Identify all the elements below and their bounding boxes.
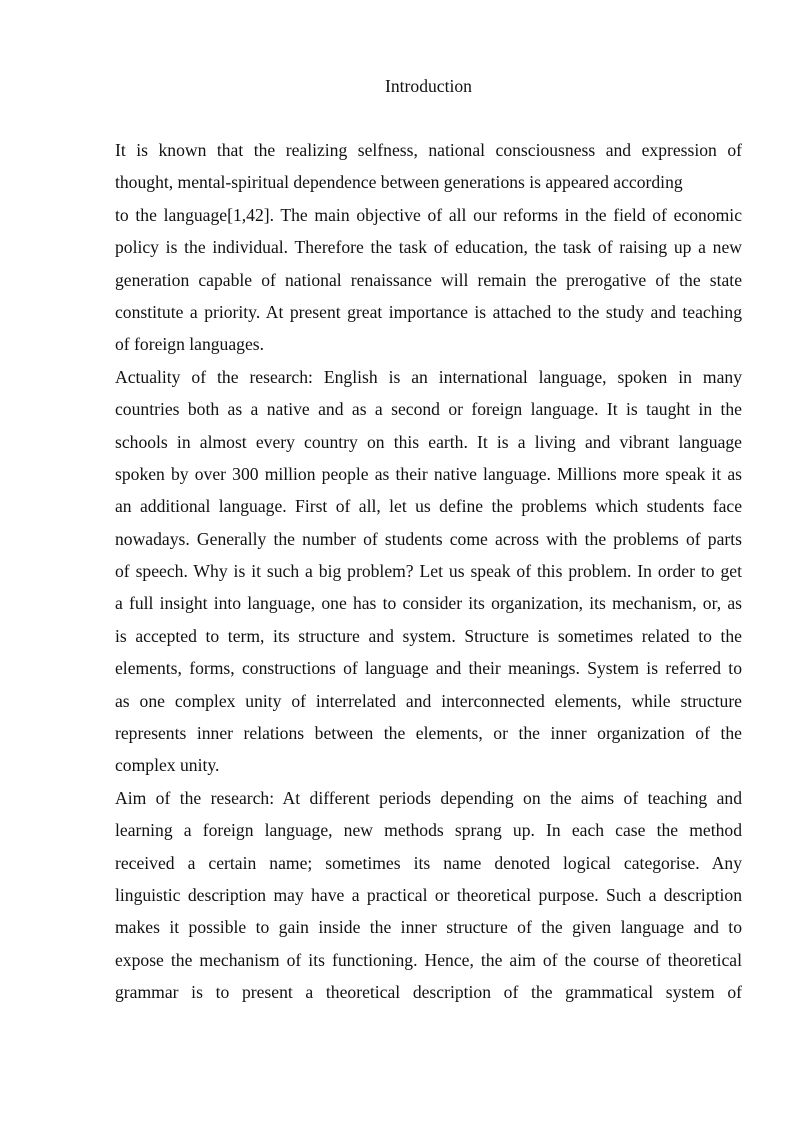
text-line: thought, mental-spiritual dependence between generations is appeared according bbox=[115, 172, 683, 193]
text-line: grammar is to present a theoretical description of the grammatical system of bbox=[115, 982, 742, 1003]
text-line: schools in almost every country on this earth. It is a living and vibrant language bbox=[115, 431, 742, 452]
text-line: linguistic description may have a practical or theoretical purpose. Such a description bbox=[115, 884, 742, 905]
text-line: of speech. Why is it such a big problem? Let us speak of this problem. In order to get bbox=[115, 561, 742, 582]
text-line: an additional language. First of all, let us define the problems which students face bbox=[115, 496, 742, 517]
text-line: complex unity. bbox=[115, 755, 220, 776]
text-line: a full insight into language, one has to consider its organization, its mechanism, or, as bbox=[115, 593, 742, 614]
text-line: received a certain name; sometimes its name denoted logical categorise. Any bbox=[115, 852, 742, 873]
page-title: Introduction bbox=[385, 76, 472, 96]
text-line: nowadays. Generally the number of students come across with the problems of parts bbox=[115, 528, 742, 549]
text-line: learning a foreign language, new methods sprang up. In each case the method bbox=[115, 820, 742, 841]
text-line: represents inner relations between the elements, or the inner organization of the bbox=[115, 723, 742, 744]
paragraph-actuality bbox=[115, 361, 742, 782]
text-line: to the language[1,42]. The main objective of all our reforms in the field of economic bbox=[115, 204, 742, 225]
text-line: It is known that the realizing selfness, national consciousness and expression of bbox=[115, 140, 742, 160]
text-line: of foreign languages. bbox=[115, 334, 265, 355]
text-line: is accepted to term, its structure and system. Structure is sometimes related to the bbox=[115, 625, 742, 646]
body-text bbox=[115, 134, 742, 1009]
paragraph-aim bbox=[115, 782, 742, 1009]
text-line: policy is the individual. Therefore the task of education, the task of raising up a new bbox=[115, 237, 742, 258]
text-line: spoken by over 300 million people as their native language. Millions more speak it as bbox=[115, 463, 742, 484]
text-line: elements, forms, constructions of language and their meanings. System is referred to bbox=[115, 658, 742, 679]
text-line: Aim of the research: At different periods depending on the aims of teaching and bbox=[115, 787, 742, 808]
text-line: generation capable of national renaissance will remain the prerogative of the state bbox=[115, 269, 742, 290]
text-line: constitute a priority. At present great importance is attached to the study and teaching bbox=[115, 301, 742, 322]
text-line: Actuality of the research: English is an international language, spoken in many bbox=[115, 366, 742, 387]
text-line: as one complex unity of interrelated and interconnected elements, while structure bbox=[115, 690, 742, 711]
text-line: expose the mechanism of its functioning. Hence, the aim of the course of theoretical bbox=[115, 949, 742, 970]
text-line: makes it possible to gain inside the inner structure of the given language and to bbox=[115, 917, 742, 938]
paragraph-introduction bbox=[115, 134, 742, 361]
text-line: countries both as a native and as a second or foreign language. It is taught in the bbox=[115, 399, 742, 420]
